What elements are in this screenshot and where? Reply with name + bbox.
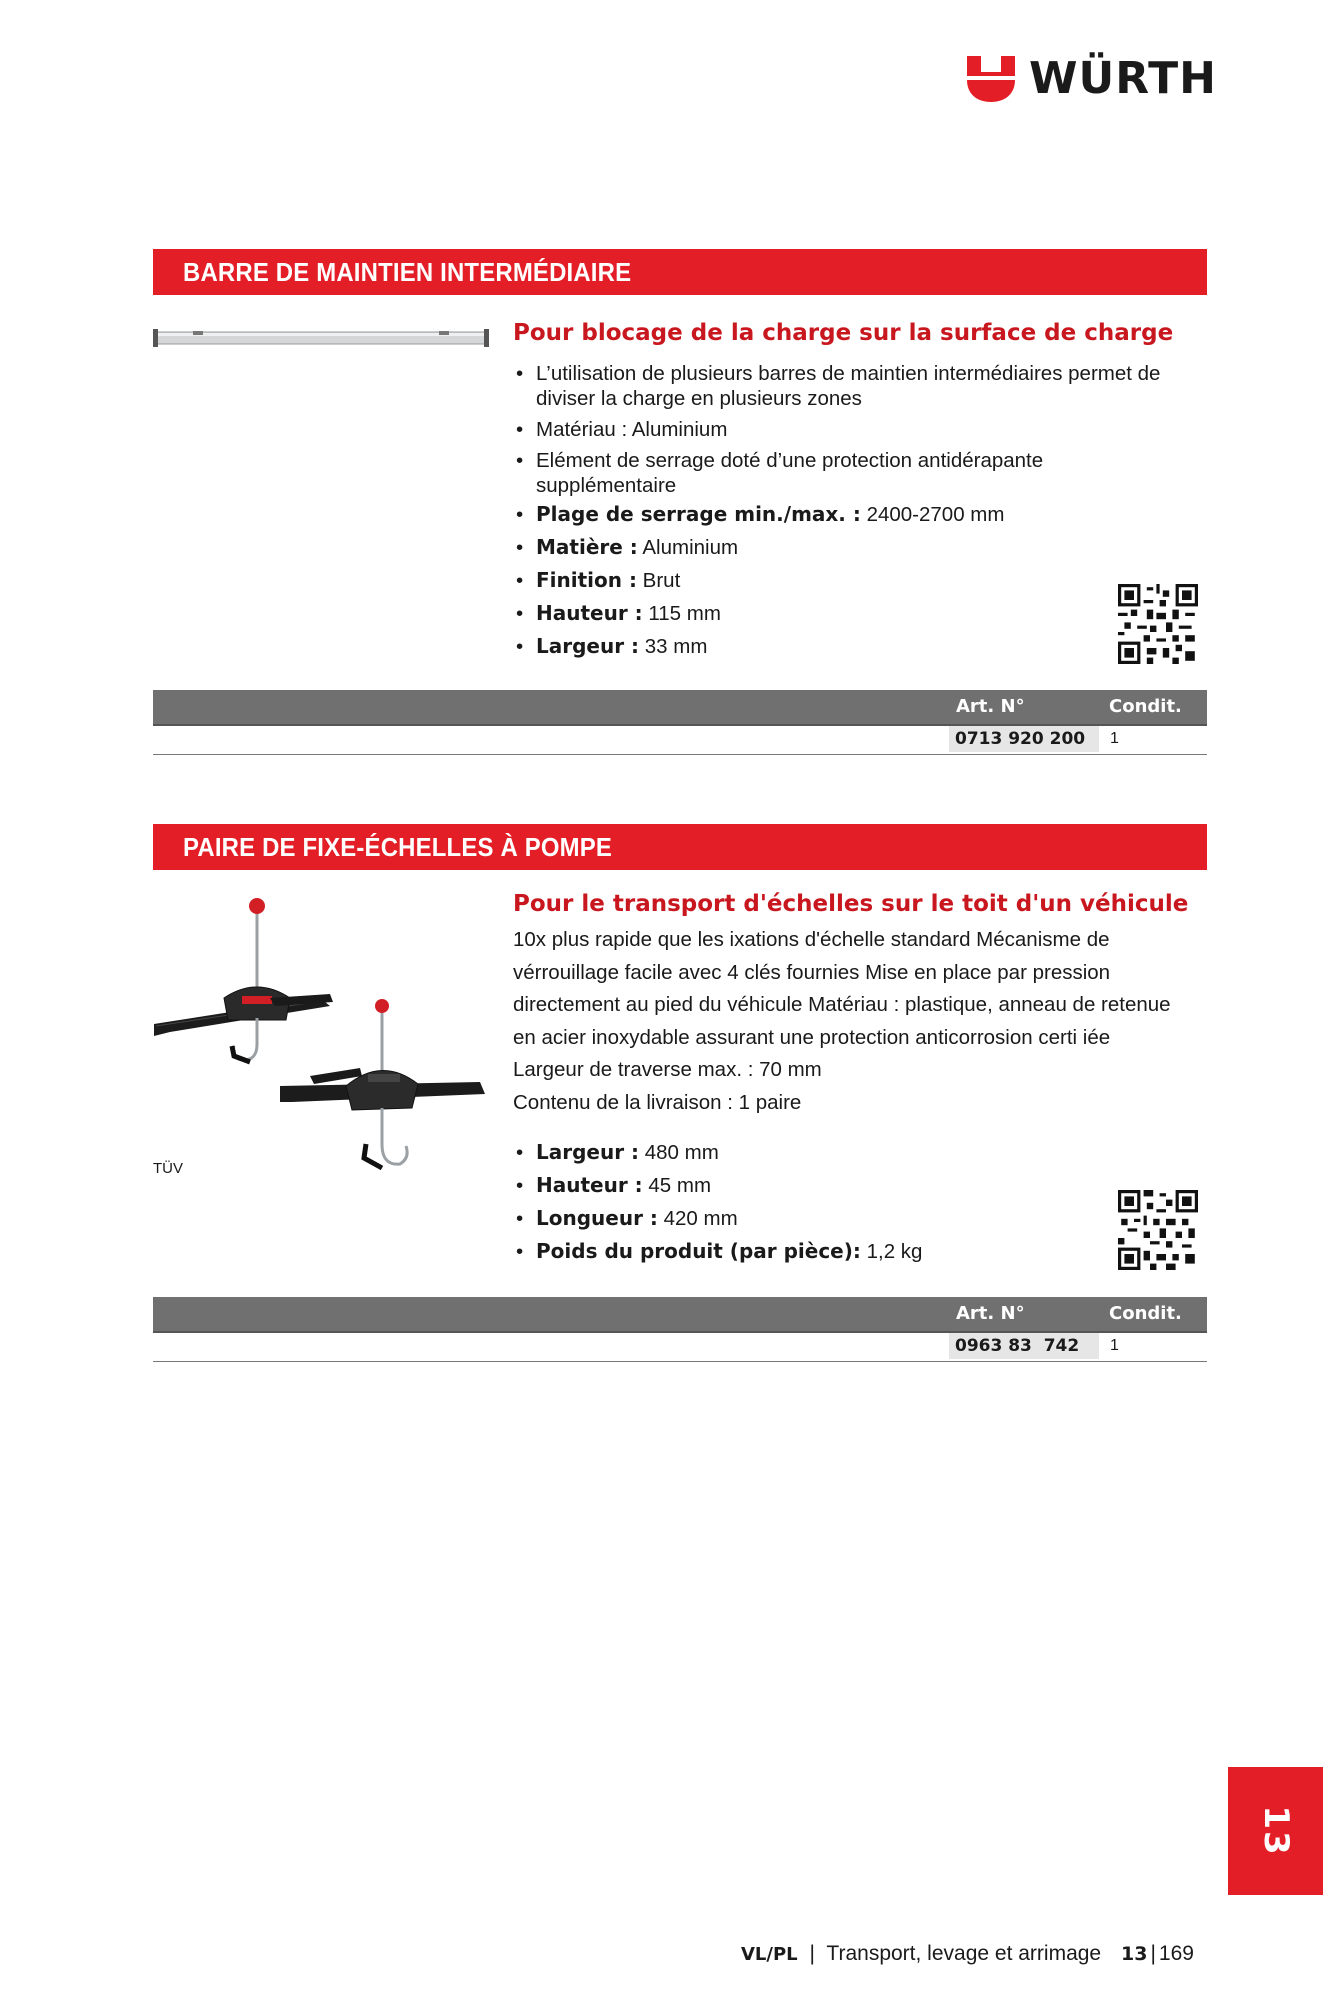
footer-chapter: Transport, levage et arrimage [826, 1942, 1102, 1965]
chapter-side-tab[interactable] [1228, 1767, 1323, 1895]
ladder-holder-image [150, 896, 490, 1186]
spec-item: • Longueur : 420 mm [513, 1206, 1203, 1231]
spec-item: • Hauteur : 45 mm [513, 1173, 1203, 1198]
art-cell [949, 726, 1099, 752]
section-2-title: PAIRE DE FIXE-ÉCHELLES À POMPE [183, 832, 613, 862]
section-2-description: 10x plus rapide que les ixations d'échelle standard Mécanisme de vérrouillage facile avec 4 clés fournies Mise en place par pression directement au pied du véhicule Matériau : plastique, anneau de retenue en acier inoxydable assurant une protection anticorrosion certi iée Largeur de traverse max. : 70 mm Contenu de la livraison : 1 paire [513, 928, 1171, 1114]
chapter-number: 13 [1255, 1805, 1296, 1857]
divider [153, 754, 1207, 755]
col-art-no: Art. N° [956, 1303, 1025, 1324]
qr-code-icon[interactable] [1118, 584, 1198, 664]
section-2-spec-list [513, 1140, 1203, 1264]
spec-item: • Hauteur : 115 mm [513, 601, 1203, 626]
table-row [153, 1333, 1207, 1359]
section-2-banner [153, 824, 1207, 870]
section-1-banner [153, 249, 1207, 295]
section-2-table-header [153, 1297, 1207, 1331]
bullet: • Matériau : Aluminium [513, 417, 1203, 442]
col-cond: Condit. [1109, 696, 1182, 717]
spec-item: • Plage de serrage min./max. : 2400-2700 mm [513, 502, 1203, 527]
section-1-spec-list [513, 361, 1203, 659]
cond-value: 1 [1110, 1337, 1119, 1354]
bullet: • L’utilisation de plusieurs barres de maintien intermédiaires permet de diviser la charge en plusieurs zones [513, 361, 1203, 411]
spec-item: • Matière : Aluminium [513, 535, 1203, 560]
bullet: • Elément de serrage doté d’une protection antidérapante supplémentaire [513, 448, 1096, 498]
spec-item: • Largeur : 33 mm [513, 634, 1203, 659]
table-row [153, 726, 1207, 752]
certification-label: TÜV [153, 1160, 183, 1177]
page-number: 13 | 169 [1121, 1942, 1194, 1965]
wurth-logo [963, 52, 1218, 106]
wurth-logo-icon [963, 52, 1019, 104]
spec-item: • Poids du produit (par pièce): 1,2 kg [513, 1239, 1203, 1264]
art-number[interactable]: 0713 920 200 [955, 729, 1086, 749]
spec-item: • Finition : Brut [513, 568, 1203, 593]
section-1-title: BARRE DE MAINTIEN INTERMÉDIAIRE [183, 257, 632, 287]
divider [153, 1361, 1207, 1362]
art-number[interactable]: 0963 83 742 [955, 1336, 1080, 1356]
intermediate-bar-image [153, 327, 489, 349]
section-1-table-header [153, 690, 1207, 724]
qr-code-icon[interactable] [1118, 1190, 1198, 1270]
spec-item: • Largeur : 480 mm [513, 1140, 1203, 1165]
cond-value: 1 [1110, 730, 1119, 747]
col-cond: Condit. [1109, 1303, 1182, 1324]
footer: VL/PL | Transport, levage et arrimage [741, 1942, 1102, 1965]
section-2-subtitle: Pour le transport d'échelles sur le toit d'un véhicule [513, 891, 1189, 917]
col-art-no: Art. N° [956, 696, 1025, 717]
brand-name: WÜRTH [1029, 53, 1218, 104]
section-1-subtitle: Pour blocage de la charge sur la surface de charge [513, 320, 1174, 346]
footer-category: VL/PL [741, 1944, 798, 1965]
art-cell [949, 1333, 1099, 1359]
